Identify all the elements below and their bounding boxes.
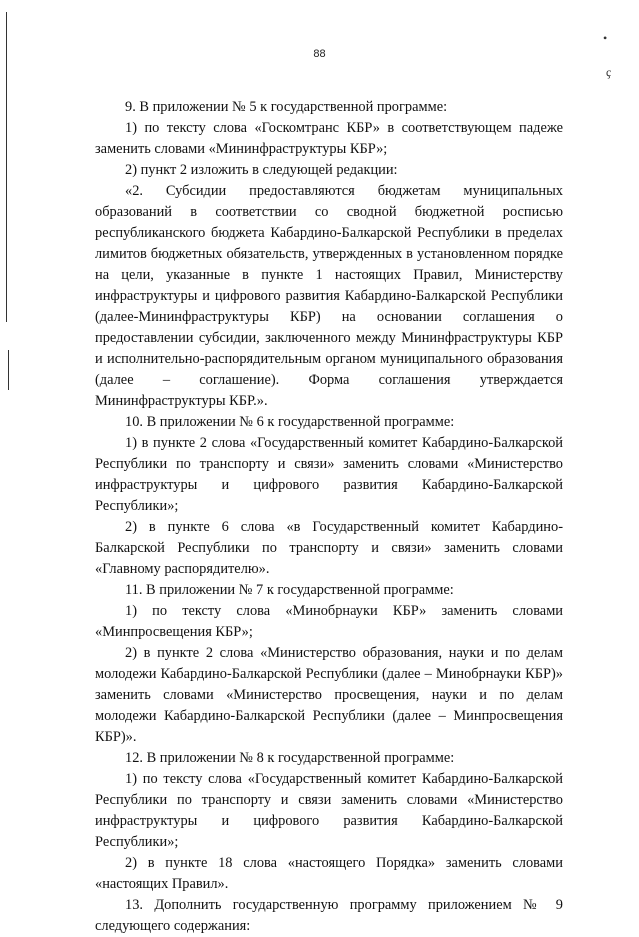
margin-mark-dot: • [603, 31, 608, 45]
paragraph: 1) по тексту слова «Государственный комитет Кабардино-Балкарской Республики по транспорту и связи заменить словами «Министерство инфраструктуры и цифрового развития Кабардино-Балкарской Республики»; [95, 771, 563, 850]
paragraph: 1) по тексту слова «Госкомтранс КБР» в соответствующем падеже заменить словами «Мининфраструктуры КБР»; [95, 120, 563, 157]
paragraph: 2) в пункте 6 слова «в Государственный комитет Кабардино-Балкарской Республики по транспорту и связи» заменить словами «Главному распорядителю». [95, 519, 563, 577]
paragraph: 1) в пункте 2 слова «Государственный комитет Кабардино-Балкарской Республики по транспорту и связи» заменить словами «Министерство инфраструктуры и цифрового развития Кабардино-Балкарской Республики»; [95, 435, 563, 514]
margin-mark-hook: ҫ [606, 65, 612, 79]
paragraph: 2) в пункте 2 слова «Министерство образования, науки и по делам молодежи Кабардино-Балкарской Республики (далее – Минобрнауки КБР)» заменить словами «Министерство просвещения, науки и по делам молодежи Кабардино-Балкарской Республики (далее – Минпросвещения КБР)». [95, 645, 563, 745]
page-number: 88 [313, 48, 326, 60]
paragraph: «2. Субсидии предоставляются бюджетам муниципальных образований в соответствии со сводной бюджетной росписью республиканского бюджета Кабардино-Балкарской Республики в пределах лимитов бюджетных обязательств, утвержденных в установленном порядке на цели, указанные в пункте 1 настоящих Правил, Министерству инфраструктуры и цифрового развития Кабардино-Балкарской Республики (далее-Мининфраструктуры КБР) на основании соглашения о предоставлении субсидии, заключенного между Мининфраструктуры КБР и исполнительно-распорядительным органом муниципального образования (далее – соглашение). Форма соглашения утверждается Мининфраструктуры КБР.». [95, 183, 563, 409]
paragraph: 13. Дополнить государственную программу приложением № 9 следующего содержания: [95, 897, 563, 934]
paragraph: 12. В приложении № 8 к государственной программе: [125, 750, 455, 766]
scan-edge-line-bottom [8, 350, 9, 390]
paragraph: 2) пункт 2 изложить в следующей редакции: [125, 162, 398, 178]
paragraph: 1) по тексту слова «Минобрнауки КБР» заменить словами «Минпросвещения КБР»; [95, 603, 563, 640]
paragraph: 2) в пункте 18 слова «настоящего Порядка» заменить словами «настоящих Правил». [95, 855, 563, 892]
paragraph: 9. В приложении № 5 к государственной программе: [125, 99, 448, 115]
paragraph: 10. В приложении № 6 к государственной программе: [125, 414, 455, 430]
paragraph: 11. В приложении № 7 к государственной программе: [125, 582, 454, 598]
document-body [95, 97, 563, 937]
